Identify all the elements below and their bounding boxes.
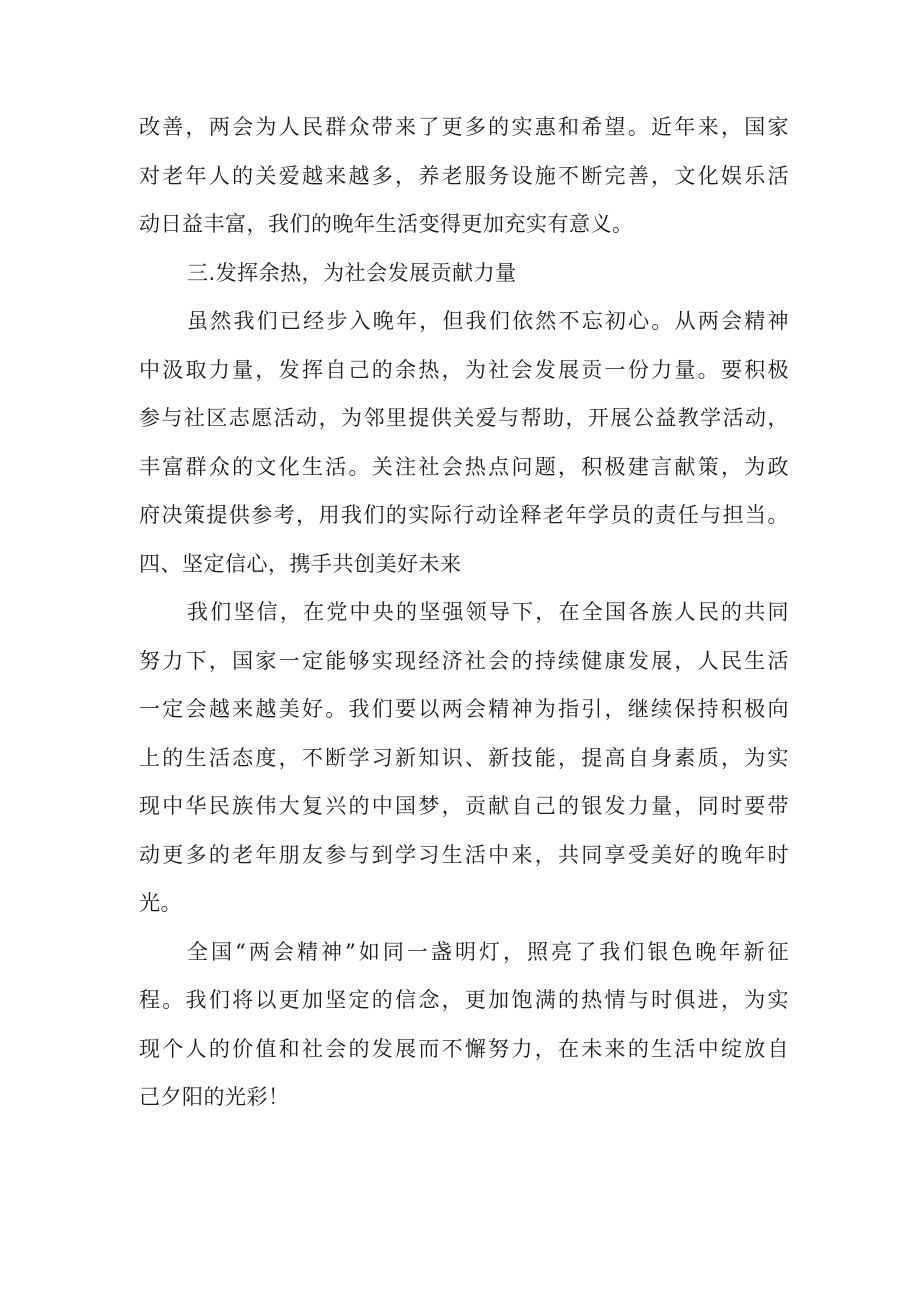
paragraph-line: 全国“两会精神”如同一盏明灯，照亮了我们银色晚年新征 (187, 939, 789, 964)
paragraph-line: 上的生活态度，不断学习新知识、新技能，提高自身素质，为实 (139, 745, 789, 770)
paragraph-line: 现中华民族伟大复兴的中国梦，贡献自己的银发力量，同时要带 (139, 794, 789, 818)
paragraph-line: 对老年人的关爱越来越多，养老服务设施不断完善，文化娱乐活 (139, 163, 789, 188)
paragraph-line: 程。我们将以更加坚定的信念，更加饱满的热情与时俱进，为实 (139, 988, 789, 1012)
paragraph-line: 己夕阳的光彩！ (139, 1085, 290, 1109)
paragraph-line: 改善，两会为人民群众带来了更多的实惠和希望。近年来，国家 (139, 115, 789, 139)
paragraph-line: 府决策提供参考，用我们的实际行动诠释老年学员的责任与担当。 (139, 503, 789, 527)
paragraph-line: 一定会越来越美好。我们要以两会精神为指引，继续保持积极向 (139, 697, 789, 721)
paragraph-line: 动日益丰富，我们的晚年生活变得更加充实有意义。 (139, 212, 634, 236)
paragraph-line: 参与社区志愿活动，为邻里提供关爱与帮助，开展公益教学活动， (139, 406, 789, 430)
paragraph-line: 光。 (139, 891, 182, 915)
paragraph-line: 虽然我们已经步入晚年，但我们依然不忘初心。从两会精神 (187, 309, 789, 333)
section-heading-3: 三.发挥余热，为社会发展贡献力量 (187, 260, 517, 285)
paragraph-line: 努力下，国家一定能够实现经济社会的持续健康发展，人民生活 (139, 648, 789, 673)
paragraph-line: 我们坚信，在党中央的坚强领导下，在全国各族人民的共同 (187, 600, 789, 624)
paragraph-line: 动更多的老年朋友参与到学习生活中来，共同享受美好的晚年时 (139, 842, 789, 867)
paragraph-line: 中汲取力量，发挥自己的余热，为社会发展贡一份力量。要积极 (139, 357, 789, 382)
document-body (139, 103, 789, 1122)
paragraph-line: 现个人的价值和社会的发展而不懈努力，在未来的生活中绽放自 (139, 1036, 789, 1061)
paragraph-line: 丰富群众的文化生活。关注社会热点问题，积极建言献策，为政 (139, 454, 789, 479)
section-heading-4: 四、坚定信心，携手共创美好未来 (139, 551, 462, 576)
